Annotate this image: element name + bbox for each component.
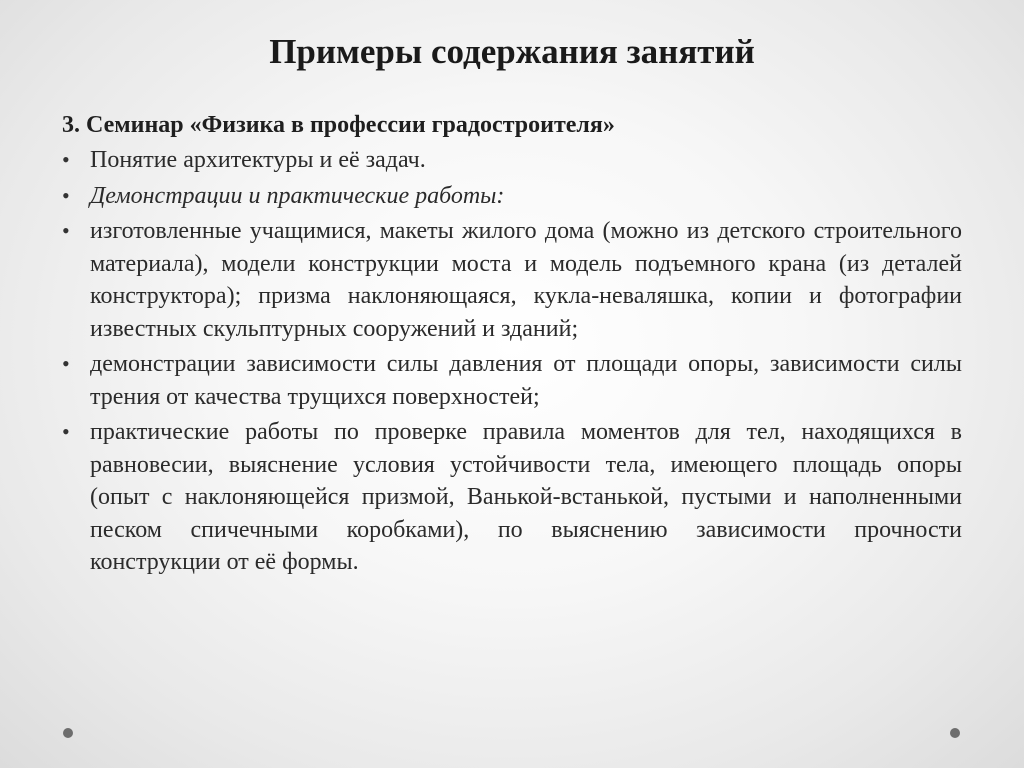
corner-dot-right-icon	[950, 728, 960, 738]
bullet-item	[62, 215, 962, 345]
section-heading: 3. Семинар «Физика в профессии градостроителя»	[62, 112, 615, 138]
bullet-item	[62, 416, 962, 579]
bullet-icon: •	[62, 218, 70, 243]
bullet-item	[62, 144, 962, 177]
bullet-item	[62, 348, 962, 413]
bullet-text: демонстрации зависимости силы давления от площади опоры, зависимости силы трения от качества трущихся поверхностей;	[90, 351, 962, 410]
slide-content	[62, 109, 962, 582]
bullet-list	[62, 144, 962, 579]
bullet-icon: •	[62, 147, 70, 172]
slide-title: Примеры содержания занятий	[269, 32, 755, 71]
bullet-text: практические работы по проверке правила моментов для тел, находящихся в равновесии, выяснение условия устойчивости тела, имеющего площадь опоры (опыт с наклоняющейся призмой, Ванькой-встанькой, пустыми и наполненными песком спичечными коробками), по выяснению зависимости прочности конструкции от её формы.	[90, 419, 962, 575]
bullet-icon: •	[62, 419, 70, 444]
bullet-text: Демонстрации и практические работы:	[90, 182, 505, 209]
bullet-icon: •	[62, 351, 70, 376]
bullet-icon: •	[62, 182, 70, 208]
bullet-text: Понятие архитектуры и её задач.	[90, 147, 426, 173]
bullet-text: изготовленные учащимися, макеты жилого дома (можно из детского строительного материала), модели конструкции моста и модель подъемного крана (из деталей конструктора); призма наклоняющаяся, кукла-неваляшка, копии и фотографии известных скульптурных сооружений и зданий;	[90, 218, 962, 342]
bullet-item	[62, 180, 962, 213]
corner-dot-left-icon	[63, 728, 73, 738]
